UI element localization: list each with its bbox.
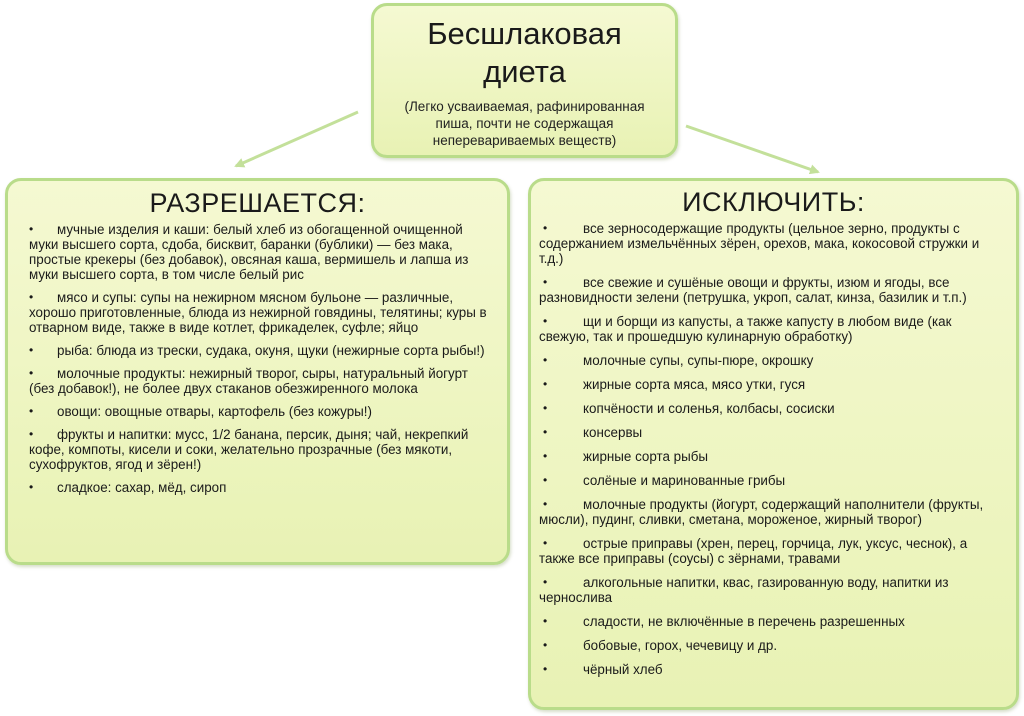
root-title: Бесшлаковая диета: [427, 16, 622, 89]
allowed-item-text: овощи: овощные отвары, картофель (без кожуры!): [57, 404, 372, 419]
excluded-list-item: [539, 425, 1004, 440]
excluded-list-item: [539, 575, 1004, 605]
bullet-icon: •: [29, 366, 34, 380]
allowed-item-text: рыба: блюда из трески, судака, окуня, щуки (нежирные сорта рыбы!): [57, 343, 485, 358]
excluded-node: [528, 178, 1019, 710]
excluded-list-item: [539, 497, 1004, 527]
excluded-list-item: [539, 614, 1004, 629]
bullet-icon: •: [543, 425, 548, 439]
allowed-list-item: [29, 366, 493, 396]
allowed-item-text: мясо и супы: супы на нежирном мясном бульоне — различные, хорошо приготовленные, блюда из нежирной говядины, телятины; куры в отварном виде, также в виде котлет, фрикаделек, суфле; яйцо: [29, 290, 487, 335]
bullet-icon: •: [29, 290, 34, 304]
excluded-item-text: щи и борщи из капусты, а также капусту в любом виде (как свежую, так и прошедшую кулинарную обработку): [539, 314, 952, 344]
bullet-icon: •: [543, 536, 548, 550]
excluded-list-item: [539, 662, 1004, 677]
excluded-item-text: чёрный хлеб: [583, 662, 663, 677]
allowed-list-item: [29, 343, 493, 358]
allowed-node: [5, 178, 510, 565]
allowed-item-text: молочные продукты: нежирный творог, сыры, натуральный йогурт (без добавок!), не более двух стаканов обезжиренного молока: [29, 366, 468, 396]
excluded-item-text: жирные сорта мяса, мясо утки, гуся: [583, 377, 806, 392]
excluded-list-item: [539, 473, 1004, 488]
bullet-icon: •: [29, 222, 34, 236]
root-node: [371, 3, 678, 158]
excluded-list-item: [539, 221, 1004, 266]
bullet-icon: •: [543, 314, 548, 328]
bullet-icon: •: [29, 343, 34, 357]
bullet-icon: •: [543, 473, 548, 487]
allowed-list-item: [29, 404, 493, 419]
allowed-title: РАЗРЕШАЕТСЯ:: [149, 188, 366, 218]
excluded-item-text: копчёности и соленья, колбасы, сосиски: [583, 401, 835, 416]
bullet-icon: •: [29, 404, 34, 418]
excluded-list-item: [539, 377, 1004, 392]
bullet-icon: •: [543, 638, 548, 652]
excluded-item-text: все зерносодержащие продукты (цельное зерно, продукты с содержанием измельчённых зёрен, орехов, мака, кокосовой стружки и т.д.): [539, 221, 980, 266]
excluded-list-item: [539, 314, 1004, 344]
bullet-icon: •: [543, 614, 548, 628]
excluded-list-item: [539, 449, 1004, 464]
allowed-list-item: [29, 222, 493, 282]
allowed-item-text: мучные изделия и каши: белый хлеб из обогащенной очищенной муки высшего сорта, сдоба, бисквит, баранки (бублики) — без мака, простые крекеры (без добавок), овсяная каша, вермишель и лапша из муки высшего сорта, в том числе белый рис: [29, 222, 469, 282]
excluded-list-item: [539, 401, 1004, 416]
bullet-icon: •: [543, 221, 548, 235]
bullet-icon: •: [543, 662, 548, 676]
bullet-icon: •: [543, 377, 548, 391]
excluded-item-text: молочные супы, супы-пюре, окрошку: [583, 353, 814, 368]
arrow-to-excluded: [686, 126, 818, 172]
bullet-icon: •: [543, 497, 548, 511]
excluded-item-text: все свежие и сушёные овощи и фрукты, изюм и ягоды, все разновидности зелени (петрушка, укроп, салат, кинза, базилик и т.п.): [539, 275, 967, 305]
arrow-to-allowed: [236, 112, 358, 166]
allowed-item-text: сладкое: сахар, мёд, сироп: [57, 480, 227, 495]
bullet-icon: •: [543, 353, 548, 367]
excluded-list-item: [539, 353, 1004, 368]
excluded-list-item: [539, 536, 1004, 566]
excluded-item-text: бобовые, горох, чечевицу и др.: [583, 638, 778, 653]
excluded-item-text: молочные продукты (йогурт, содержащий наполнители (фрукты, мюсли), пудинг, сливки, сметана, мороженое, жирный творог): [539, 497, 984, 527]
bullet-icon: •: [543, 449, 548, 463]
excluded-list-item: [539, 275, 1004, 305]
excluded-item-text: алкогольные напитки, квас, газированную воду, напитки из чернослива: [539, 575, 949, 605]
excluded-item-text: консервы: [583, 425, 643, 440]
excluded-list-item: [539, 638, 1004, 653]
bullet-icon: •: [543, 275, 548, 289]
allowed-list-item: [29, 427, 493, 472]
bullet-icon: •: [543, 401, 548, 415]
excluded-item-text: жирные сорта рыбы: [583, 449, 709, 464]
excluded-title: ИСКЛЮЧИТЬ:: [682, 187, 865, 217]
allowed-list-item: [29, 480, 493, 495]
root-subtitle: (Легко усваиваемая, рафинированная пиша, почти не содержащая неперевариваемых веществ): [404, 99, 645, 148]
excluded-item-text: острые приправы (хрен, перец, горчица, лук, уксус, чеснок), а также все приправы (соусы) с зёрнами, травами: [539, 536, 968, 566]
excluded-list: [531, 221, 1016, 677]
excluded-item-text: солёные и маринованные грибы: [583, 473, 786, 488]
bullet-icon: •: [543, 575, 548, 589]
bullet-icon: •: [29, 427, 34, 441]
excluded-item-text: сладости, не включённые в перечень разрешенных: [583, 614, 905, 629]
allowed-list-item: [29, 290, 493, 335]
bullet-icon: •: [29, 480, 34, 494]
allowed-list: [8, 222, 507, 495]
allowed-item-text: фрукты и напитки: мусс, 1/2 банана, персик, дыня; чай, некрепкий кофе, компоты, кисели и соки, желательно прозрачные (без мякоти, сухофруктов, ягод и зёрен!): [29, 427, 469, 472]
